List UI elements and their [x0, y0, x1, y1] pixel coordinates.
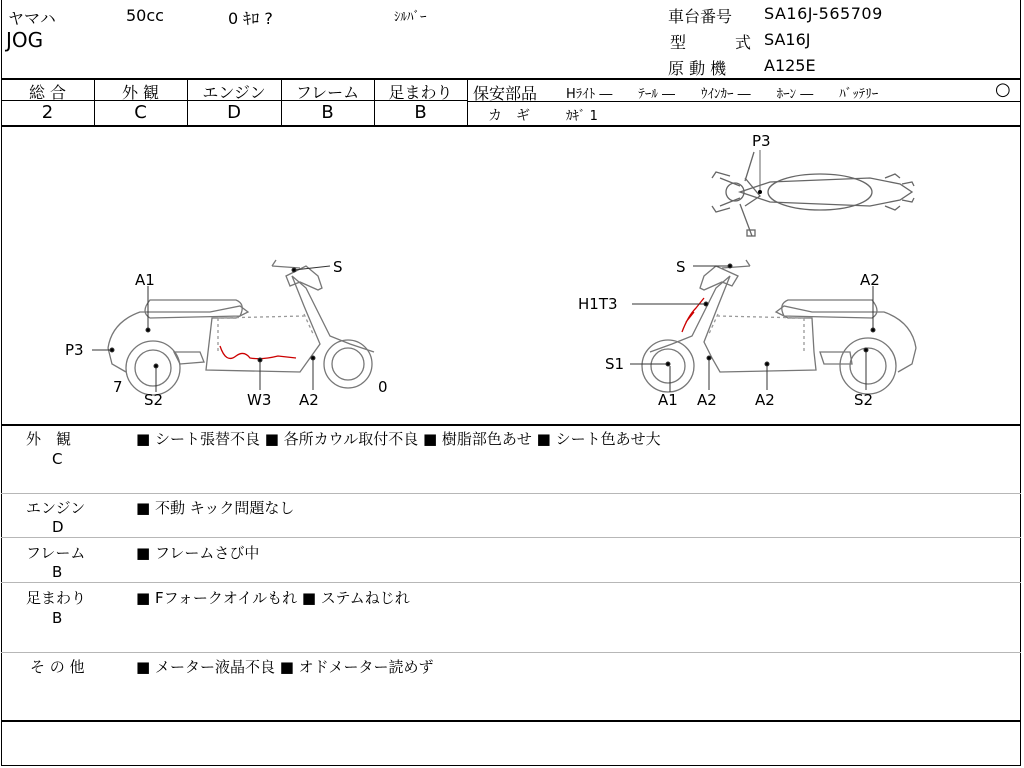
- left-label-7: 7: [113, 378, 123, 396]
- grade-value-engine: D: [227, 102, 241, 123]
- mileage: 0 ｷﾛ ?: [228, 9, 273, 28]
- engine-label: 原 動 機: [668, 59, 727, 78]
- left-label-w3: W3: [247, 391, 272, 409]
- note-label-engine: エンジン: [26, 499, 86, 517]
- notes-divider: [1, 582, 1021, 583]
- key-label: カ ギ: [488, 108, 530, 124]
- left-label-a1: A1: [135, 271, 155, 289]
- type-label-1: 型: [670, 33, 687, 52]
- frame-no-label: 車台番号: [668, 7, 733, 26]
- note-grade-engine: D: [52, 518, 64, 536]
- note-label-other: そ の 他: [30, 658, 85, 676]
- notes-top-line: [1, 424, 1021, 426]
- note-grade-exterior: C: [52, 450, 63, 468]
- grade-value-frame: B: [321, 102, 334, 123]
- note-text-frame: ■ フレームさび中: [136, 544, 260, 562]
- grade-divider: [467, 79, 468, 125]
- note-text-suspension: ■ Fフォークオイルもれ ■ ステムねじれ: [136, 589, 410, 607]
- note-text-exterior: ■ シート張替不良 ■ 各所カウル取付不良 ■ 樹脂部色あせ ■ シート色あせ大: [136, 430, 661, 448]
- left-label-s: S: [333, 258, 343, 276]
- right-leader-lines: [630, 264, 875, 392]
- note-grade-suspension: B: [52, 609, 63, 627]
- frame-no: SA16J-565709: [764, 4, 883, 23]
- left-label-a2: A2: [299, 391, 319, 409]
- right-label-a2-b: A2: [755, 391, 775, 409]
- right-label-a1: A1: [658, 391, 678, 409]
- type-value: SA16J: [764, 30, 811, 49]
- notes-bottom-line: [1, 720, 1021, 722]
- left-label-0: 0: [378, 378, 388, 396]
- safety-items: Hﾗｲﾄ ― ﾃｰﾙ ― ｳｲﾝｶｰ ― ﾎｰﾝ ― ﾊﾞｯﾃﾘｰ: [566, 87, 879, 102]
- grade-label-overall: 総 合: [28, 83, 67, 102]
- note-grade-frame: B: [52, 563, 63, 581]
- damage-mark-left: [220, 346, 296, 359]
- damage-diagram: [0, 126, 1022, 424]
- note-text-engine: ■ 不動 キック問題なし: [136, 499, 295, 517]
- notes-divider: [1, 652, 1021, 653]
- note-text-other: ■ メーター液晶不良 ■ オドメーター読めず: [136, 658, 434, 676]
- grade-label-engine: エンジン: [202, 83, 266, 102]
- note-label-exterior: 外 観: [26, 430, 72, 448]
- left-label-p3: P3: [65, 341, 84, 359]
- right-label-s1: S1: [605, 355, 625, 373]
- grade-label-exterior: 外 観: [121, 83, 160, 102]
- left-label-s2: S2: [144, 391, 164, 409]
- grade-label-frame: フレーム: [295, 83, 360, 102]
- displacement: 50cc: [126, 6, 164, 25]
- right-label-a2-a: A2: [697, 391, 717, 409]
- grade-value-exterior: C: [134, 102, 147, 123]
- notes-divider: [1, 537, 1021, 538]
- scooter-top-view: [712, 152, 914, 236]
- model-name: JOG: [6, 28, 44, 52]
- note-label-suspension: 足まわり: [26, 589, 87, 607]
- grade-value-overall: 2: [41, 102, 54, 123]
- grade-value-suspension: B: [414, 102, 427, 123]
- type-label-2: 式: [735, 33, 752, 52]
- engine-value: A125E: [764, 56, 816, 75]
- safety-title: 保安部品: [473, 84, 538, 103]
- battery-mark: ○: [995, 79, 1011, 100]
- notes-divider: [1, 493, 1021, 494]
- right-label-h1t3: H1T3: [578, 295, 618, 313]
- damage-mark-right: [682, 298, 704, 332]
- grade-label-suspension: 足まわり: [388, 83, 453, 102]
- label-top-p3: P3: [752, 132, 771, 150]
- note-label-frame: フレーム: [26, 544, 86, 562]
- color: ｼﾙﾊﾞｰ: [394, 10, 427, 25]
- key-value: ｶｷﾞ 1: [566, 109, 598, 124]
- right-label-s: S: [676, 258, 686, 276]
- maker: ヤマハ: [8, 9, 56, 28]
- right-label-s2: S2: [854, 391, 874, 409]
- right-label-a2-top: A2: [860, 271, 880, 289]
